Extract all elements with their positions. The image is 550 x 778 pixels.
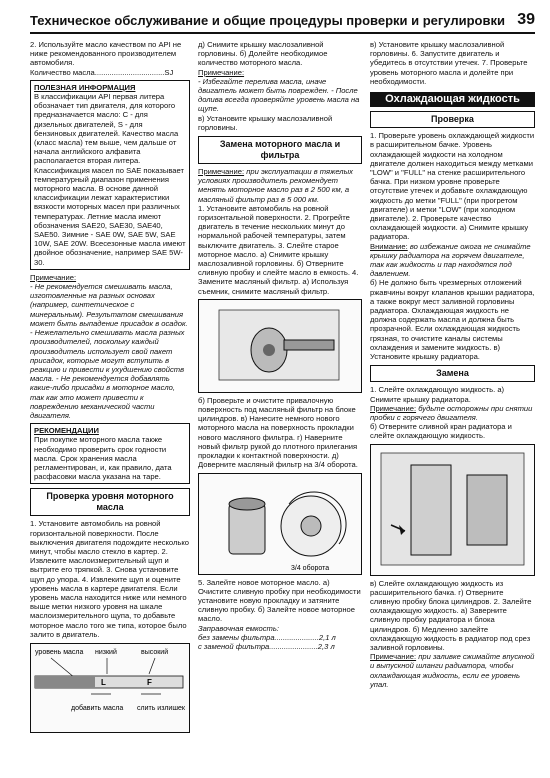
col3-top-text: в) Установите крышку маслозаливной горловины. 6. Запустите двигатель и убедитесь в отсутствии утечек. 7. Проверьте уровень моторного масла и долейте при необходимости.: [370, 40, 528, 86]
capacity-with-filter: с заменой фильтра.......................2,3 л: [198, 641, 335, 651]
dipstick-diagram: [31, 644, 189, 732]
label-add-oil: добавить масла: [71, 704, 124, 712]
coolant-replace-text: 1. Слейте охлаждающую жидкость. а) Снимите крышку радиатора.: [370, 385, 505, 404]
page-number: 39: [517, 11, 535, 28]
coolant-check-text: 1. Проверьте уровень охлаждающей жидкости в расширительном бачке. Уровень охлаждающей жидкости на холодном двигателе должен находиться между метками "LOW" и "FULL" на стенке расширительного бачка. При низком уровне проверьте отсутствие утечек и добавьте охлаждающую жидкость до метки "FULL" (при прогретом двигателе) и метки "LOW" (при холодном двигателе). 2. Проверьте качество охлаждающей жидкости. а) Снимите крышку радиатора.: [370, 131, 535, 242]
warning-text: во избежание ожога не снимайте крышку радиатора на горячем двигателе, так как жидкость и пар находятся под давлением.: [370, 241, 531, 279]
col2-top-text: д) Снимите крышку маслозаливной горловины. б) Долейте необходимое количество моторного масла.: [198, 40, 328, 68]
page-title: Техническое обслуживание и общие процедуры проверки и регулировки: [30, 13, 505, 28]
column-3: [370, 40, 535, 689]
radiator-drain-figure: [370, 444, 535, 576]
filter-removal-figure: [198, 299, 362, 393]
oil-change-steps-1: 1. Установите автомобиль на ровной горизонтальной поверхности. 2. Прогрейте двигатель в течение нескольких минут до нормальной рабочей температуры, затем выключите двигатель. 3. Слейте старое моторное масло. а) Снимите крышку маслозаливной горловины. б) Отверните сливную пробку и слейте масло в емкость. 4. Замените масляный фильтр. а) Используя съемник, снимите масляный фильтр.: [198, 203, 359, 296]
page-header: [30, 12, 535, 34]
final-note-heading: Примечание:: [370, 652, 417, 662]
label-low: низкий: [95, 648, 117, 656]
oil-change-steps-2: б) Проверьте и очистите привалочную поверхность под масляный фильтр на блоке цилиндров. в) Нанесите немного нового моторного масла на поверхность прокладки нового масляного фильтра. г) Наверните новый фильтр рукой до плотного прилегания прокладки к контактной поверхности. д) Доверните масляный фильтр на 3/4 оборота.: [198, 395, 358, 470]
recommendations-heading: РЕКОМЕНДАЦИИ: [34, 426, 99, 436]
section-coolant-check: Проверка: [370, 111, 535, 128]
note-text: - Не рекомендуется смешивать масла, изготовленные на разных основах (например, синтетическое с минеральным). Результатом смешивания может быть выпадение присадок в осадок. - Нежелательно смешивать масла разных производителей, поскольку каждый производитель использует свой пакет присадок, которые могут вступить в реакцию и привести к ухудшению свойств масла. - Не рекомендуется добавлять какие-либо присадки в моторное масло, так как это может привести к повреждению механической части двигателя.: [30, 282, 188, 420]
info-box: [30, 80, 190, 270]
oil-quality-paragraph: 2. Используйте масло качеством по API не ниже рекомендованного производителем автомобиля.: [30, 40, 182, 68]
filter-removal-drawing: [199, 300, 361, 392]
col2-note2-heading: Примечание:: [198, 167, 245, 177]
capacity-without-filter: без замены фильтра.....................2,1 л: [198, 632, 336, 642]
label-three-quarter-turn: 3/4 оборота: [291, 564, 330, 572]
replace-note-text: будьте осторожны при снятии пробки с горячего двигателя.: [370, 403, 533, 422]
column-2: [198, 40, 362, 651]
mark-l: L: [101, 677, 106, 687]
section-coolant: Охлаждающая жидкость: [370, 92, 535, 107]
info-box-heading: ПОЛЕЗНАЯ ИНФОРМАЦИЯ: [34, 82, 136, 92]
col2-after-note: в) Установите крышку маслозаливной горловины.: [198, 113, 333, 132]
mark-f: F: [147, 677, 152, 687]
col2-note-heading: Примечание:: [198, 67, 245, 77]
filter-install-drawing: [199, 474, 361, 574]
section-oil-level-check: Проверка уровня моторного масла: [30, 488, 190, 516]
dipstick-figure: [30, 643, 190, 733]
final-note-text: при заливке сжимайте впускной и выпускной шланги радиатора, чтобы охлаждающая жидкость, если ее уровень упал.: [370, 652, 535, 689]
filter-install-figure: [198, 473, 362, 575]
coolant-check-text-2: б) Не должно быть чрезмерных отложений ржавчины вокруг клапанов крышки радиатора, а также вокруг мест заливной горловины радиатора. Охлаждающая жидкость не должна содержать масла и должна быть прозрачной. Если охлаждающая жидкость грязная, то очистите каналы системы охлаждения и замените жидкость. в) Установите крышку радиатора.: [370, 278, 535, 362]
label-oil-level: уровень масла: [35, 648, 84, 656]
capacity-heading: Заправочная емкость:: [198, 623, 279, 633]
coolant-replace-text-3: в) Слейте охлаждающую жидкость из расширительного бачка. г) Отверните сливную пробку блока цилиндров. 2. Залейте охлаждающую жидкость. а) Заверните сливную пробку радиатора и блока цилиндров. б) Медленно залейте охлаждающую жидкость в радиатор под срез заливной горловины.: [370, 578, 532, 652]
radiator-drawing: [371, 445, 534, 575]
col2-note-text: - Избегайте перелива масла, иначе двигатель может быть поврежден. - После долива всегда проверяйте уровень масла на щупе.: [198, 76, 360, 114]
label-high: высокий: [141, 648, 169, 656]
recommendations-box: [30, 423, 190, 484]
warning-heading: Внимание:: [370, 241, 408, 251]
info-box-text: В классификации API первая литера обозначает тип двигателя, для которого предназначается масло: С - для дизельных двигателей, S - для бензиновых двигателей. Качество масла (класс масла) тем выше, чем дальше от начала английского алфавита располагается вторая литера. Классификация масел по SAE показывает температурный диапазон применения моторного масла. В основе данной классификации лежат характеристики вязкости моторных масел при различных температурах. Летние масла имеют обозначения SAE20, SAE30, SAE40, SAE50. Зимние - SAE 0W, SAE 5W, SAE 10W, SAE 20W. Всесезонные масла имеют двойное обозначение, например SAE 5W-30.: [34, 92, 186, 267]
section-oil-change: Замена моторного масла и фильтра: [198, 136, 362, 164]
column-1: [30, 40, 190, 736]
oil-quantity-line: Количество масла.................................SJ: [30, 67, 174, 77]
label-drain: слить излишек: [137, 704, 185, 712]
recommendations-text: При покупке моторного масла также необходимо проверить срок годности масла. Срок хранения масла регламентирован, и, как правило, дата расфасовки масла указана на таре.: [34, 435, 172, 482]
note-heading: Примечание:: [30, 272, 77, 282]
coolant-replace-text-2: б) Отверните сливной кран радиатора и слейте охлаждающую жидкость.: [370, 422, 512, 441]
replace-note-heading: Примечание:: [370, 403, 417, 413]
col2-note2-text: при эксплуатации в тяжелых условиях производитель рекомендует менять моторное масло раз в 2 500 км, а масляный фильтр раз в 5 000 км.: [198, 167, 353, 204]
oil-film: [35, 676, 95, 688]
oil-change-steps-3: 5. Залейте новое моторное масло. а) Очистите сливную пробку при необходимости установите новую прокладку и затяните сливную пробку. б) Залейте новое моторное масло.: [198, 577, 361, 624]
oil-level-steps: 1. Установите автомобиль на ровной горизонтальной поверхности. После выключения двигателя подождите несколько минут, чтобы масло стекло в картер. 2. Извлеките маслоизмерительный щуп и вытрите его тряпкой. 3. Снова установите щуп до упора. 4. Извлеките щуп и оцените уровень масла в картере двигателя. Если уровень масла находится ниже или немного выше метки низкого уровня на шкале маслоизмерительного щупа, то добавьте моторное масло того же типа, которое было залито в двигатель.: [30, 519, 189, 639]
section-coolant-replace: Замена: [370, 365, 535, 382]
